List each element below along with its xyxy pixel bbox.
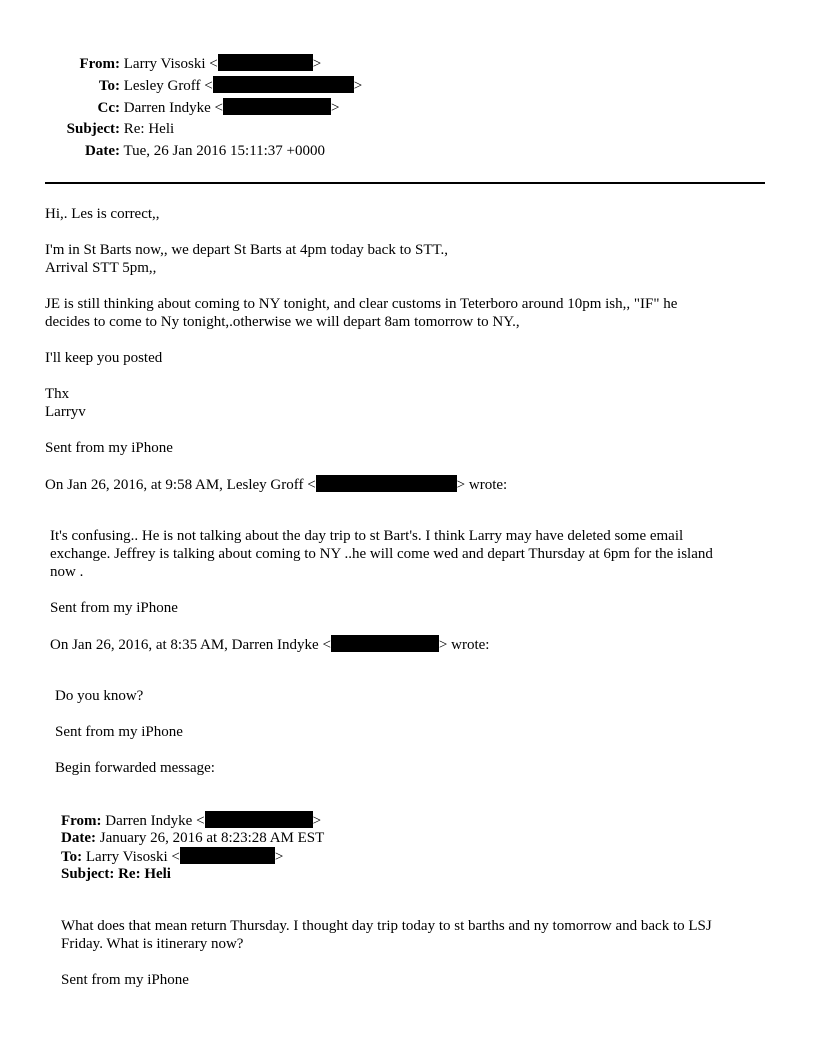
quote-intro-wrote: > wrote: — [456, 477, 508, 493]
forwarded-from-close: > — [312, 813, 322, 829]
sent-from-line: Sent from my iPhone — [55, 724, 183, 740]
body-paragraph-line: I'm in St Barts now,, we depart St Barts at 4pm today back to STT., — [45, 242, 449, 258]
body-paragraph-line: I'll keep you posted — [45, 350, 163, 366]
quote-paragraph-line: exchange. Jeffrey is talking about coming to NY ..he will come wed and depart Thursday at 6pm for the island — [50, 546, 713, 562]
forwarded-paragraph-line: What does that mean return Thursday. I thought day trip today to st barths and ny tomorrow and back to LSJ — [61, 918, 712, 934]
sent-from-line: Sent from my iPhone — [45, 440, 173, 456]
redaction-bar — [331, 635, 439, 652]
header-to-name: Lesley Groff < — [123, 78, 213, 94]
forwarded-from-label: From: — [61, 813, 102, 829]
header-date-row — [40, 142, 325, 160]
header-date-value: Tue, 26 Jan 2016 15:11:37 +0000 — [123, 143, 326, 159]
header-cc-label: Cc: — [97, 100, 120, 116]
quote-paragraph-line: Do you know? — [55, 688, 144, 704]
header-to-label: To: — [98, 78, 120, 94]
forwarded-date-row — [61, 829, 324, 847]
forwarded-from-name: Darren Indyke < — [105, 813, 205, 829]
sent-from-line: Sent from my iPhone — [50, 600, 178, 616]
redaction-bar — [223, 98, 331, 115]
header-subject-label: Subject: — [66, 121, 120, 137]
header-cc-row — [40, 98, 339, 117]
header-divider — [45, 182, 765, 184]
header-from-row — [40, 54, 321, 73]
header-subject-value: Re: Heli — [123, 121, 175, 137]
forwarded-date-label: Date: — [61, 830, 96, 846]
forwarded-subject-row — [61, 865, 171, 883]
forwarded-date-value: January 26, 2016 at 8:23:28 AM EST — [99, 830, 325, 846]
forwarded-to-close: > — [274, 849, 284, 865]
forwarded-to-label: To: — [61, 849, 83, 865]
body-signoff: Thx — [45, 386, 70, 402]
header-date-label: Date: — [85, 143, 120, 159]
header-from-label: From: — [79, 56, 120, 72]
body-paragraph-line: Arrival STT 5pm,, — [45, 260, 157, 276]
forwarded-subject-label: Subject: — [61, 866, 115, 882]
header-cc-close: > — [331, 100, 340, 116]
redaction-bar — [218, 54, 313, 71]
forwarded-message-label: Begin forwarded message: — [55, 760, 215, 776]
redaction-bar — [180, 847, 275, 864]
body-greeting: Hi,. Les is correct,, — [45, 206, 160, 222]
sent-from-line: Sent from my iPhone — [61, 972, 189, 988]
redaction-bar — [213, 76, 354, 93]
redaction-bar — [316, 475, 457, 492]
body-paragraph-line: JE is still thinking about coming to NY tonight, and clear customs in Teterboro around 10pm ish,, "IF" he — [45, 296, 678, 312]
redaction-bar — [205, 811, 313, 828]
body-paragraph-line: decides to come to Ny tonight,.otherwise we will depart 8am tomorrow to NY., — [45, 314, 520, 330]
header-to-row — [40, 76, 362, 95]
forwarded-to-row — [61, 847, 283, 866]
forwarded-paragraph-line: Friday. What is itinerary now? — [61, 936, 244, 952]
header-cc-name: Darren Indyke < — [123, 100, 224, 116]
body-signature: Larryv — [45, 404, 86, 420]
quote-paragraph-line: now . — [50, 564, 84, 580]
forwarded-to-name: Larry Visoski < — [85, 849, 180, 865]
quote-paragraph-line: It's confusing.. He is not talking about the day trip to st Bart's. I think Larry may have deleted some email — [50, 528, 684, 544]
quote-intro-line — [45, 475, 507, 494]
quote-intro-line — [50, 635, 489, 654]
forwarded-from-row — [61, 811, 321, 830]
quote-intro-text: On Jan 26, 2016, at 8:35 AM, Darren Indyke < — [50, 637, 331, 653]
quote-intro-text: On Jan 26, 2016, at 9:58 AM, Lesley Groff < — [45, 477, 316, 493]
forwarded-subject-value: Re: Heli — [118, 866, 171, 882]
header-subject-row — [40, 120, 174, 138]
header-from-name: Larry Visoski < — [123, 56, 218, 72]
quote-intro-wrote: > wrote: — [438, 637, 490, 653]
header-from-close: > — [312, 56, 322, 72]
header-to-close: > — [353, 78, 363, 94]
